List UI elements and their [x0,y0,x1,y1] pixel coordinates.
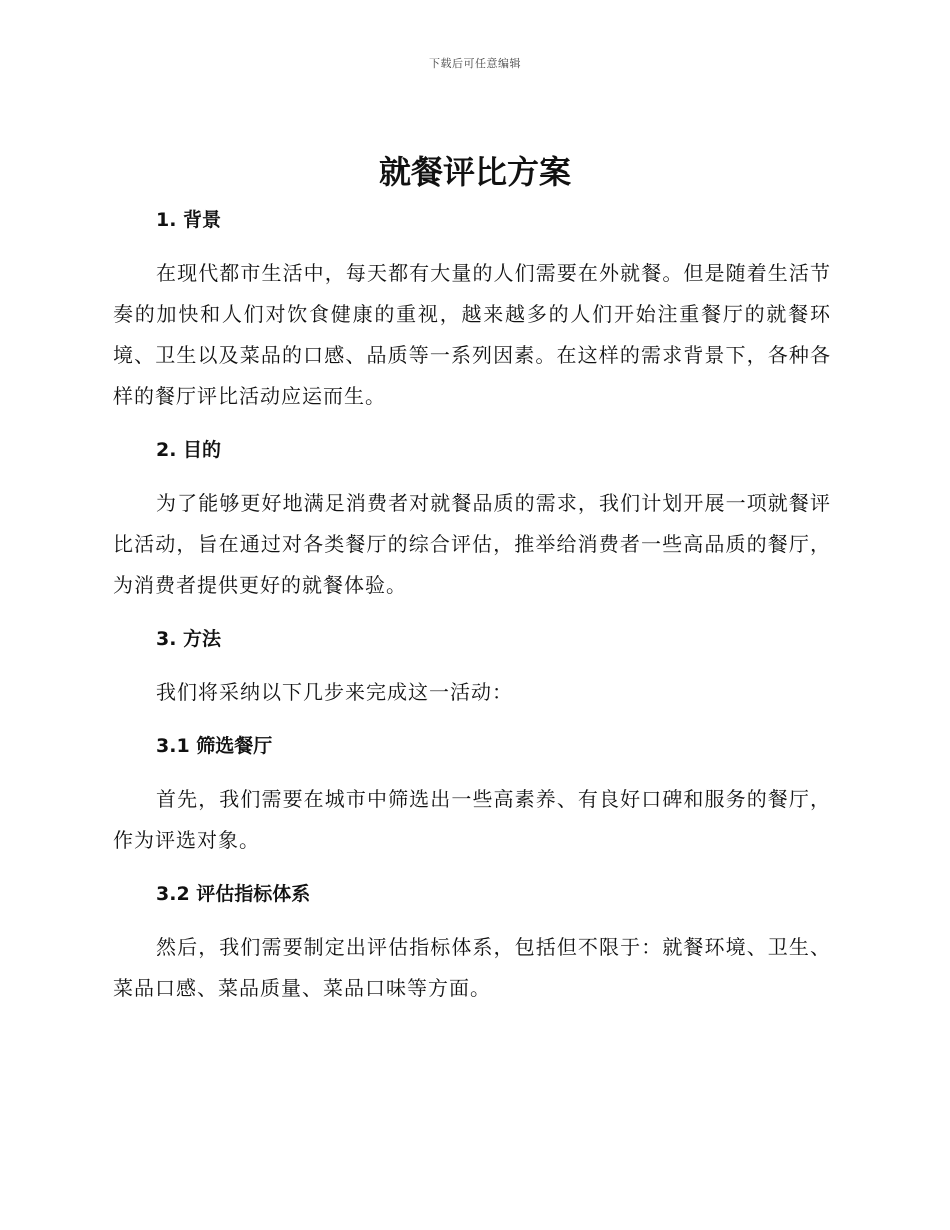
section-heading-evaluation: 3.2 评估指标体系 [156,883,311,905]
document-title: 就餐评比方案 [378,153,571,191]
section-paragraph-evaluation: 然后，我们需要制定出评估指标体系，包括但不限于：就餐环境、卫生、菜品口感、菜品质量、菜品口味等方面。 [113,935,831,1000]
section-paragraph-background: 在现代都市生活中，每天都有大量的人们需要在外就餐。但是随着生活节奏的加快和人们对饮食健康的重视，越来越多的人们开始注重餐厅的就餐环境、卫生以及菜品的口感、品质等一系列因素。在这样的需求背景下，各种各样的餐厅评比活动应运而生。 [113,261,831,408]
section-heading-purpose: 2. 目的 [156,439,222,461]
section-heading-background: 1. 背景 [156,209,222,231]
section-paragraph-purpose: 为了能够更好地满足消费者对就餐品质的需求，我们计划开展一项就餐评比活动，旨在通过对各类餐厅的综合评估，推举给消费者一些高品质的餐厅，为消费者提供更好的就餐体验。 [113,491,831,597]
section-heading-method: 3. 方法 [156,628,222,650]
section-heading-screening: 3.1 筛选餐厅 [156,735,273,757]
header-note: 下载后可任意编辑 [429,57,521,70]
section-paragraph-screening: 首先，我们需要在城市中筛选出一些高素养、有良好口碑和服务的餐厅，作为评选对象。 [113,787,831,852]
document-body [113,198,831,1009]
section-paragraph-method: 我们将采纳以下几步来完成这一活动： [156,680,513,704]
